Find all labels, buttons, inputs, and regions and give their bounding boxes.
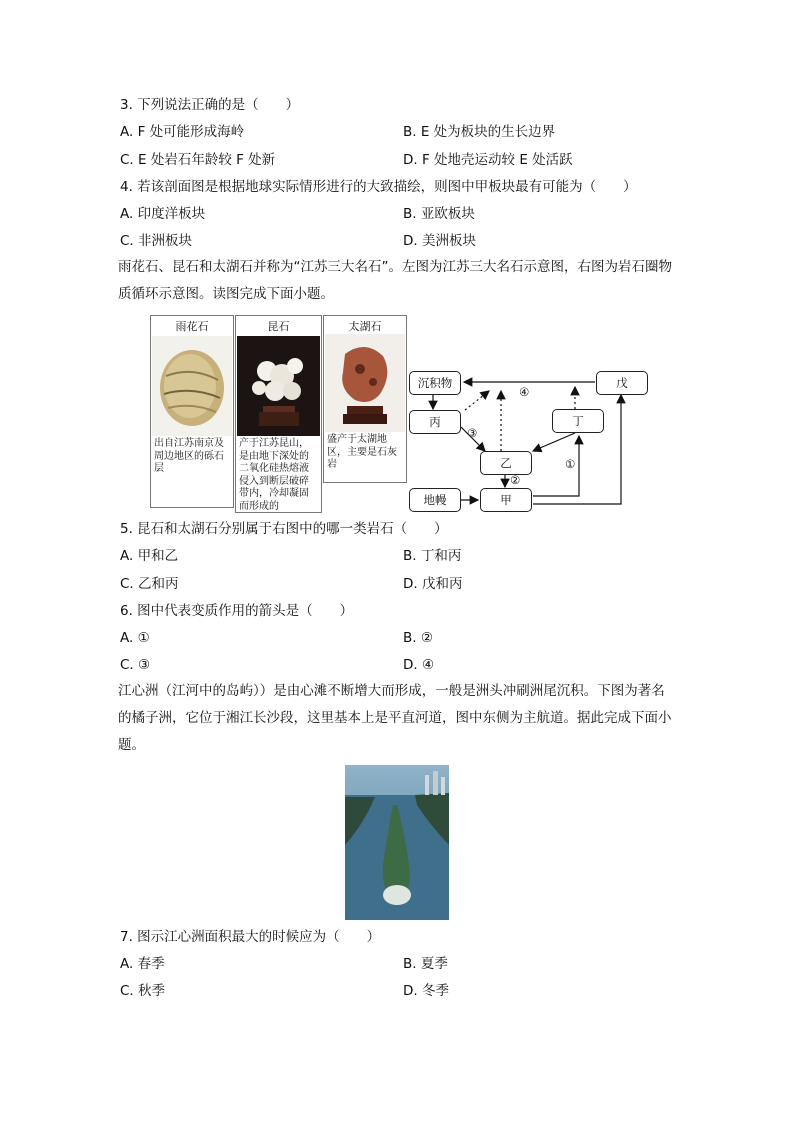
rock-name: 雨花石 (175, 320, 209, 333)
rock-card-yuhua (150, 315, 234, 508)
q7-option-c: C. 秋季 (120, 983, 166, 999)
rock-photo-yuhua (152, 336, 232, 436)
rock-card-taihu (323, 315, 407, 483)
rock-card-kun (235, 315, 322, 513)
intro-paragraph-rocks: 雨花石、昆石和太湖石并称为“江苏三大名石”。左图为江苏三大名石示意图，右图为岩石圈物质循环示意图。读图完成下面小题。 (118, 259, 672, 302)
node-jia: 甲 (480, 488, 532, 512)
rock-desc: 盛产于太湖地区，主要是石灰岩 (327, 434, 397, 470)
rock-desc: 产于江苏昆山，是由地下深处的二氧化硅热熔液侵入到断层破碎带内，冷却凝固而形成的 (239, 438, 309, 512)
q5-stem: 5. 昆石和太湖石分别属于右图中的哪一类岩石（ ） (120, 521, 448, 537)
intro-paragraph-island: 江心洲（江河中的岛屿））是由心滩不断增大而形成，一般是洲头冲刷洲尾沉积。下图为著名的橘子洲，它位于湘江长沙段，这里基本上是平直河道，图中东侧为主航道。据此完成下面小题。 (118, 683, 672, 753)
q4-option-c: C. 非洲板块 (120, 233, 193, 249)
arrow-label-4: ④ (519, 385, 530, 399)
q4-option-a: A. 印度洋板块 (120, 206, 206, 222)
q6-stem: 6. 图中代表变质作用的箭头是（ ） (120, 603, 354, 619)
arrow-label-3: ③ (467, 426, 478, 440)
node-magma: 地幔 (409, 488, 461, 512)
q3-stem: 3. 下列说法正确的是（ ） (120, 97, 300, 113)
q6-option-c: C. ③ (120, 657, 151, 673)
q5-option-d: D. 戊和丙 (403, 576, 463, 592)
q3-option-a: A. F 处可能形成海岭 (120, 124, 245, 140)
q6-option-b: B. ② (403, 630, 433, 646)
rock-name: 太湖石 (348, 320, 382, 333)
q5-option-b: B. 丁和丙 (403, 548, 462, 564)
q4-option-b: B. 亚欧板块 (403, 206, 475, 222)
q4-stem: 4. 若该剖面图是根据地球实际情形进行的大致描绘，则图中甲板块最有可能为（ ） (120, 179, 637, 195)
q6-option-a: A. ① (120, 630, 150, 646)
node-bing: 丙 (409, 410, 461, 434)
q7-option-d: D. 冬季 (403, 983, 449, 999)
q7-stem: 7. 图示江心洲面积最大的时候应为（ ） (120, 929, 381, 945)
rock-photo-taihu (325, 334, 405, 432)
q3-option-b: B. E 处为板块的生长边界 (403, 124, 556, 140)
q3-option-c: C. E 处岩石年龄较 F 处新 (120, 152, 276, 168)
rock-photo-kun (237, 336, 320, 436)
arrow-label-1: ① (565, 457, 576, 471)
q5-option-a: A. 甲和乙 (120, 548, 179, 564)
node-sediment: 沉积物 (409, 371, 461, 395)
q7-option-a: A. 春季 (120, 956, 165, 972)
node-yi: 乙 (480, 451, 532, 475)
q4-option-d: D. 美洲板块 (403, 233, 476, 249)
rock-name: 昆石 (267, 320, 290, 333)
node-ding: 丁 (552, 409, 604, 433)
node-wu: 戊 (596, 371, 648, 395)
q3-option-d: D. F 处地壳运动较 E 处活跃 (403, 152, 573, 168)
q7-option-b: B. 夏季 (403, 956, 448, 972)
q5-option-c: C. 乙和丙 (120, 576, 179, 592)
q6-option-d: D. ④ (403, 657, 435, 673)
arrow-label-2: ② (510, 473, 521, 487)
rock-desc: 出自江苏南京及周边地区的砾石层 (154, 438, 224, 474)
island-photo (345, 765, 449, 920)
